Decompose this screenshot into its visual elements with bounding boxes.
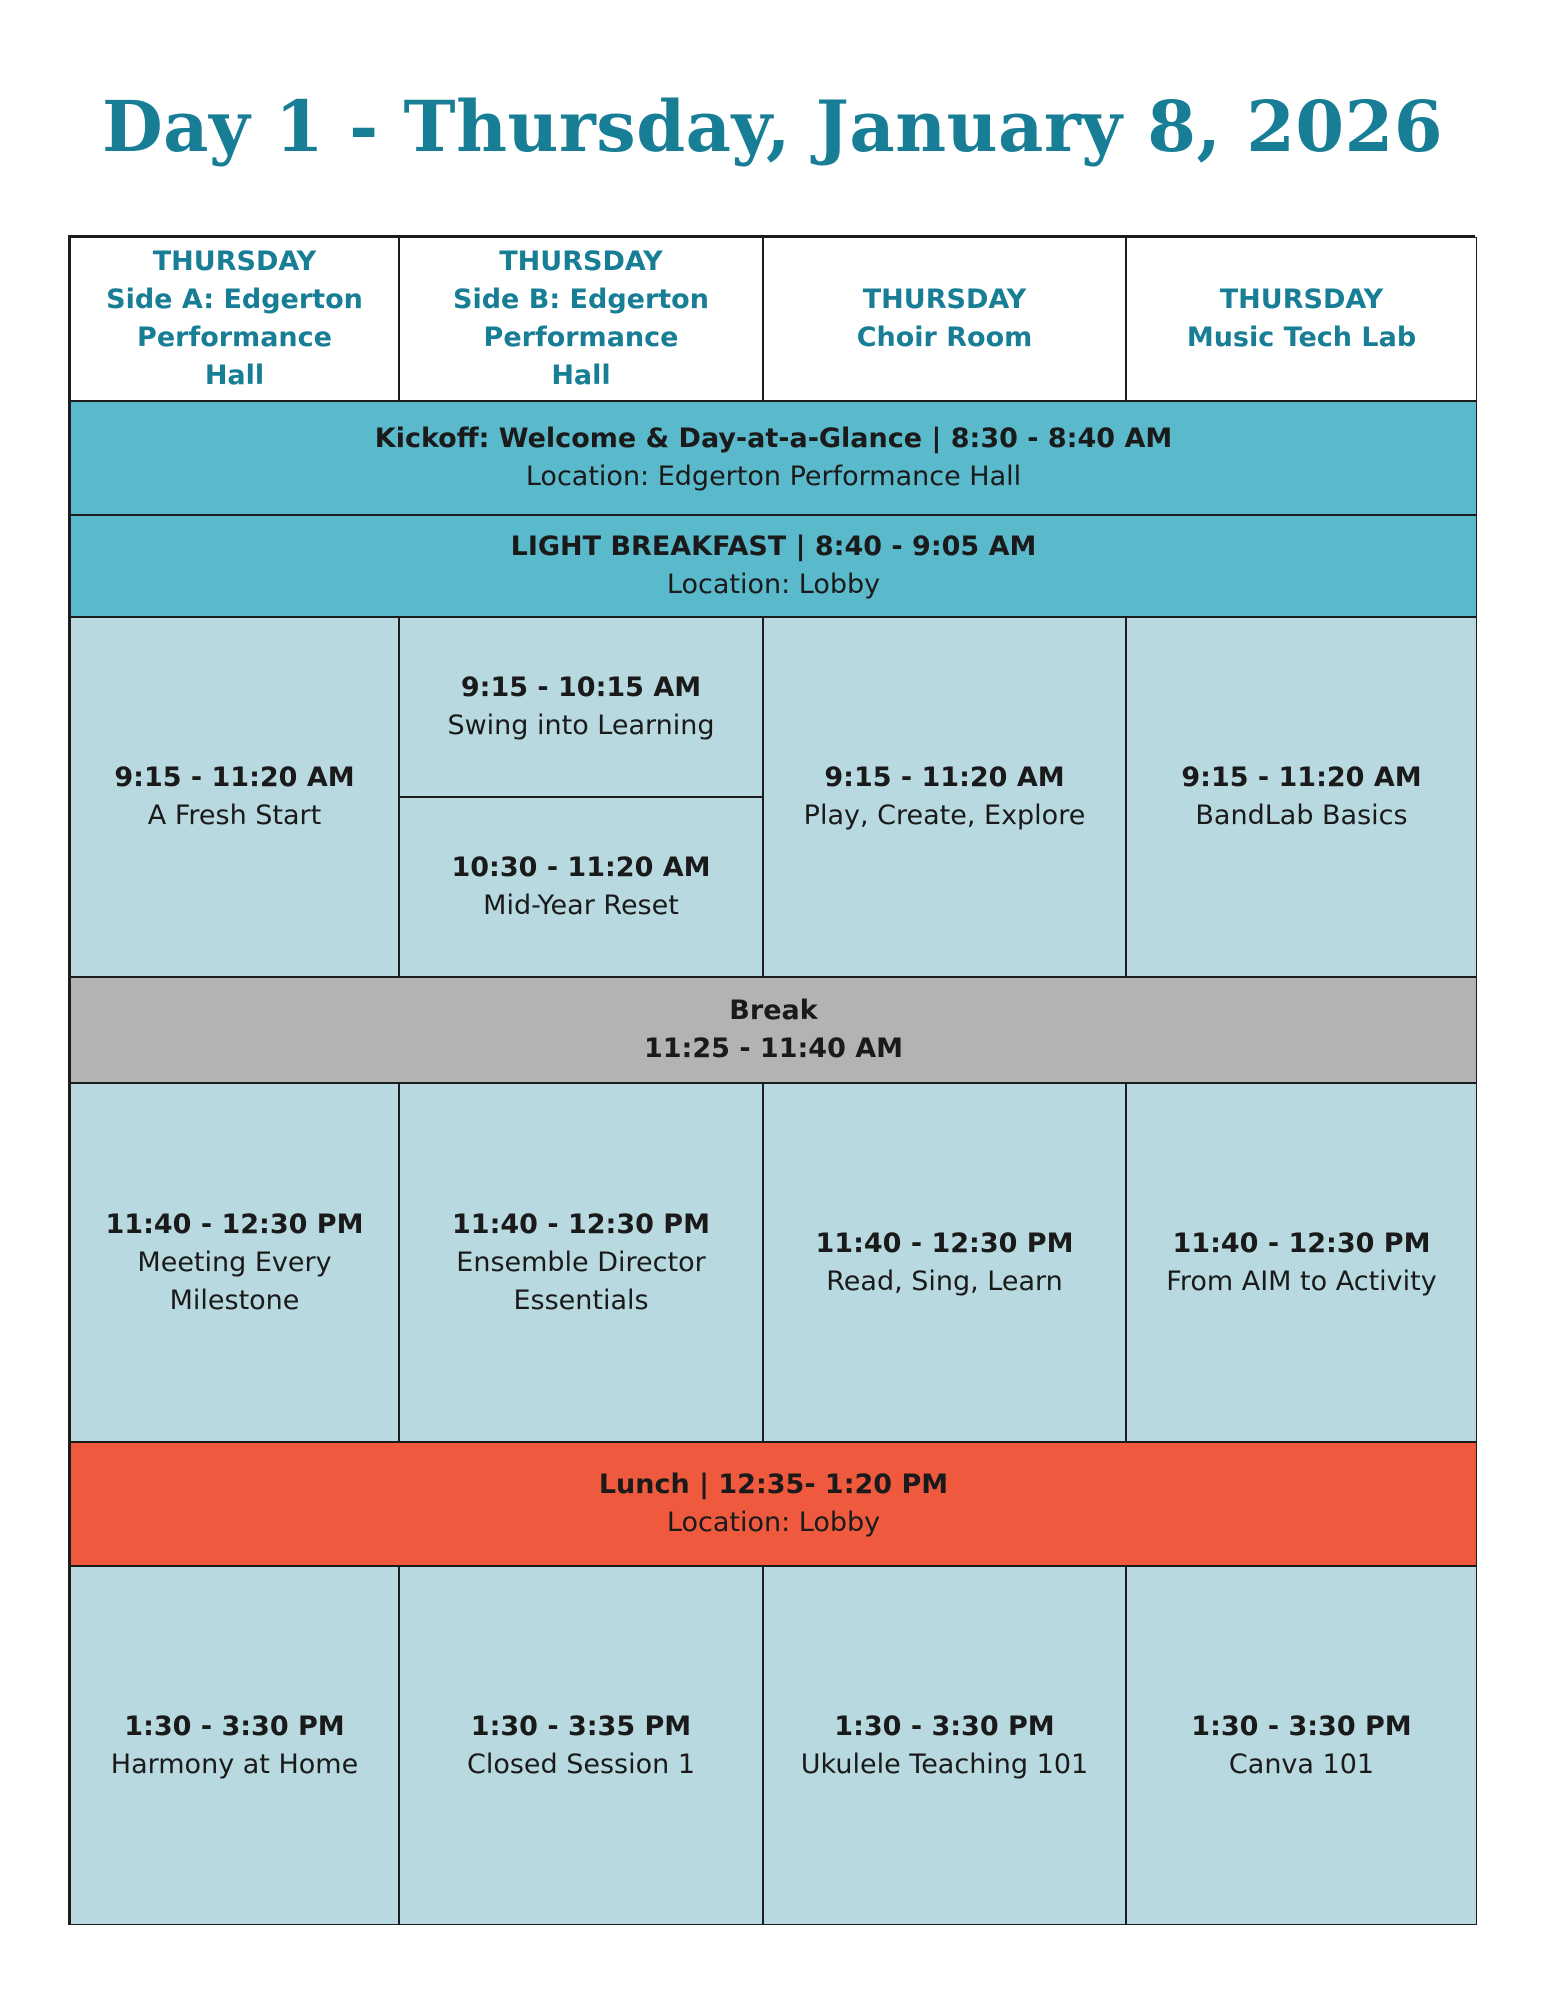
session-title: Meeting Every Milestone bbox=[137, 1246, 332, 1316]
page-title: Day 1 - Thursday, January 8, 2026 bbox=[101, 85, 1444, 168]
breakfast-heading: LIGHT BREAKFAST | 8:40 - 9:05 AM bbox=[510, 531, 1037, 562]
break-heading: Break bbox=[729, 995, 818, 1026]
session-cell bbox=[763, 617, 1126, 977]
column-header-day: THURSDAY bbox=[499, 246, 663, 277]
break-banner bbox=[70, 977, 1477, 1083]
column-header-room: Music Tech Lab bbox=[1186, 322, 1417, 353]
session-cell bbox=[399, 617, 763, 797]
column-header-day: THURSDAY bbox=[152, 246, 317, 277]
session-time: 11:40 - 12:30 PM bbox=[105, 1208, 364, 1240]
session-cell bbox=[1126, 1566, 1477, 1925]
column-header-room: Side B: Edgerton Performance Hall bbox=[453, 284, 709, 391]
session-time: 1:30 - 3:35 PM bbox=[470, 1710, 692, 1742]
column-header-day: THURSDAY bbox=[1219, 284, 1384, 315]
column-header-side-a bbox=[70, 237, 399, 401]
session-title: From AIM to Activity bbox=[1166, 1265, 1437, 1297]
session-cell bbox=[763, 1083, 1126, 1442]
session-cell bbox=[399, 1083, 763, 1442]
session-time: 11:40 - 12:30 PM bbox=[1172, 1227, 1431, 1259]
session-title: Ensemble Director Essentials bbox=[456, 1246, 706, 1316]
session-cell bbox=[1126, 617, 1477, 977]
session-title: Mid-Year Reset bbox=[483, 890, 679, 921]
session-title: Harmony at Home bbox=[110, 1748, 359, 1780]
session-title: A Fresh Start bbox=[147, 800, 322, 831]
session-cell bbox=[763, 1566, 1126, 1925]
breakfast-location: Location: Lobby bbox=[666, 569, 881, 600]
session-time: 1:30 - 3:30 PM bbox=[834, 1710, 1055, 1742]
column-header-room: Side A: Edgerton Performance Hall bbox=[106, 284, 363, 391]
session-cell bbox=[399, 797, 763, 977]
kickoff-location: Location: Edgerton Performance Hall bbox=[525, 461, 1022, 492]
session-cell bbox=[399, 1566, 763, 1925]
session-title: Read, Sing, Learn bbox=[826, 1265, 1063, 1297]
session-cell bbox=[70, 1083, 399, 1442]
session-time: 11:40 - 12:30 PM bbox=[452, 1208, 710, 1240]
session-cell bbox=[70, 617, 399, 977]
kickoff-heading: Kickoff: Welcome & Day-at-a-Glance | 8:30 - 8:40 AM bbox=[374, 423, 1173, 454]
breakfast-banner bbox=[70, 515, 1477, 617]
lunch-banner bbox=[70, 1442, 1477, 1566]
break-time: 11:25 - 11:40 AM bbox=[643, 1033, 904, 1064]
session-title: Play, Create, Explore bbox=[803, 800, 1086, 831]
session-cell bbox=[70, 1566, 399, 1925]
session-time: 1:30 - 3:30 PM bbox=[1191, 1710, 1412, 1742]
session-time: 9:15 - 11:20 AM bbox=[114, 762, 355, 793]
session-time: 10:30 - 11:20 AM bbox=[451, 852, 711, 883]
kickoff-banner bbox=[70, 401, 1477, 515]
column-header-music-tech-lab bbox=[1126, 237, 1477, 401]
session-title: Ukulele Teaching 101 bbox=[800, 1748, 1089, 1780]
lunch-heading: Lunch | 12:35- 1:20 PM bbox=[598, 1469, 949, 1500]
session-time: 9:15 - 10:15 AM bbox=[460, 672, 702, 703]
session-title: Swing into Learning bbox=[447, 710, 715, 741]
session-title: Canva 101 bbox=[1228, 1748, 1375, 1780]
session-time: 9:15 - 11:20 AM bbox=[1181, 762, 1422, 793]
session-time: 1:30 - 3:30 PM bbox=[124, 1710, 345, 1742]
session-title: Closed Session 1 bbox=[466, 1748, 696, 1780]
schedule-table bbox=[68, 235, 1475, 1925]
column-header-choir-room bbox=[763, 237, 1126, 401]
session-time: 9:15 - 11:20 AM bbox=[824, 762, 1065, 793]
column-header-room: Choir Room bbox=[856, 322, 1033, 353]
lunch-location: Location: Lobby bbox=[666, 1507, 881, 1538]
column-header-side-b bbox=[399, 237, 763, 401]
session-time: 11:40 - 12:30 PM bbox=[815, 1227, 1074, 1259]
session-title: BandLab Basics bbox=[1195, 800, 1408, 831]
column-header-day: THURSDAY bbox=[862, 284, 1027, 315]
session-cell bbox=[1126, 1083, 1477, 1442]
